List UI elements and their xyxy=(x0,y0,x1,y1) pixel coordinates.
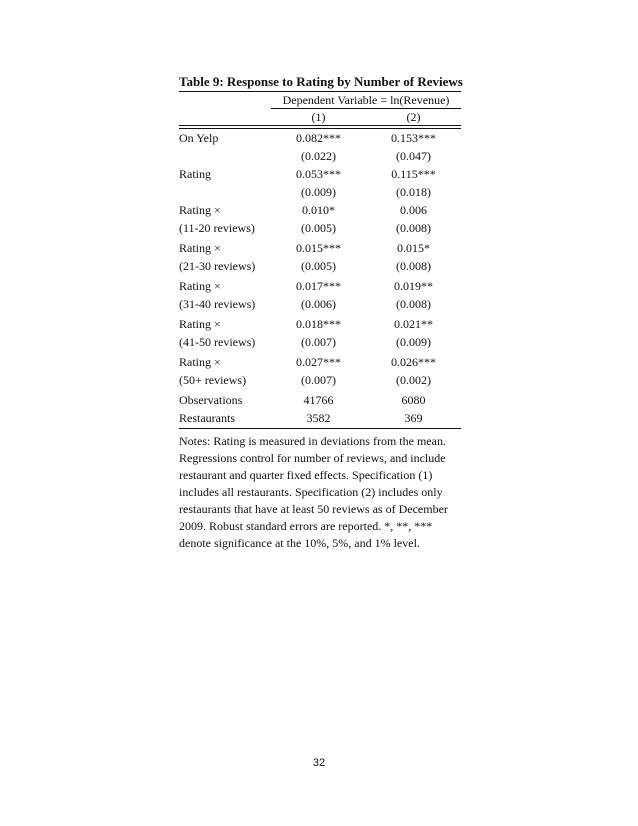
row-label: On Yelp xyxy=(179,131,219,145)
row-label xyxy=(179,147,271,165)
cell-col1: (0.005) xyxy=(301,221,336,235)
row-label: Restaurants xyxy=(179,411,235,425)
row-label: (31-40 reviews) xyxy=(179,297,256,311)
cell-col2: 0.006 xyxy=(400,203,427,217)
cell-col1: (0.006) xyxy=(301,297,336,311)
table-row xyxy=(179,351,461,371)
cell-col2: 0.153*** xyxy=(391,131,436,145)
row-label: Rating × xyxy=(179,279,221,293)
cell-col1: (0.007) xyxy=(301,373,336,387)
cell-col2: 369 xyxy=(404,411,423,425)
column-header-1: (1) xyxy=(311,110,326,124)
cell-col2: 6080 xyxy=(401,393,426,407)
table-row xyxy=(179,389,461,409)
cell-col2: 0.115*** xyxy=(391,167,436,181)
row-label xyxy=(179,183,271,201)
table-row xyxy=(179,201,461,219)
cell-col1: 0.027*** xyxy=(296,355,341,369)
table-row xyxy=(179,275,461,295)
table-row xyxy=(179,129,461,147)
table-row xyxy=(179,371,461,389)
cell-col2: 0.019** xyxy=(394,279,433,293)
table-row xyxy=(179,409,461,427)
cell-col1: 41766 xyxy=(303,393,334,407)
cell-col1: (0.005) xyxy=(301,259,336,273)
cell-col2: 0.015* xyxy=(397,241,430,255)
column-headers xyxy=(179,109,461,125)
table-title: Table 9: Response to Rating by Number of Reviews xyxy=(179,74,463,89)
table-row xyxy=(179,147,461,165)
cell-col2: (0.008) xyxy=(396,297,431,311)
cell-col1: (0.007) xyxy=(301,335,336,349)
cell-col1: 0.082*** xyxy=(296,131,341,145)
column-header-2: (2) xyxy=(406,110,421,124)
row-label: (11-20 reviews) xyxy=(179,221,255,235)
cell-col1: 0.017*** xyxy=(296,279,341,293)
cell-col2: 0.021** xyxy=(394,317,433,331)
row-label: Rating × xyxy=(179,355,221,369)
bottom-rule xyxy=(179,428,461,429)
table-row xyxy=(179,219,461,237)
row-label: Rating × xyxy=(179,241,221,255)
dependent-variable-header: Dependent Variable = ln(Revenue) xyxy=(282,93,450,107)
table-row xyxy=(179,237,461,257)
row-label: (41-50 reviews) xyxy=(179,335,256,349)
cell-col2: (0.009) xyxy=(396,335,431,349)
table-row xyxy=(179,165,461,183)
row-label: Rating × xyxy=(179,317,221,331)
cell-col2: 0.026*** xyxy=(391,355,436,369)
cell-col1: (0.009) xyxy=(301,185,336,199)
page-number: 32 xyxy=(312,757,326,769)
row-label: (50+ reviews) xyxy=(179,373,247,387)
row-label: Rating xyxy=(179,167,211,181)
cell-col1: 3582 xyxy=(306,411,331,425)
row-label: Observations xyxy=(179,393,243,407)
cell-col1: 0.010* xyxy=(302,203,335,217)
row-label: Rating × xyxy=(179,203,221,217)
cell-col2: (0.002) xyxy=(396,373,431,387)
table-row xyxy=(179,257,461,275)
cell-col1: 0.015*** xyxy=(296,241,341,255)
cell-col1: 0.018*** xyxy=(296,317,341,331)
cell-col1: (0.022) xyxy=(301,149,336,163)
table-notes xyxy=(179,433,461,552)
results-table xyxy=(179,129,461,427)
table-row xyxy=(179,313,461,333)
cell-col2: (0.008) xyxy=(396,221,431,235)
cell-col1: 0.053*** xyxy=(296,167,341,181)
cell-col2: (0.047) xyxy=(396,149,431,163)
notes-text: Notes: Rating is measured in deviations from the mean. Regressions control for number of reviews, and include restaurant and quarter fixed effects. Specification (1) includes all restaurants. Specification (2) includes only restaurants that have at least 50 reviews as of December 2009. Robust standard errors are reported. *, **, *** denote significance at the 10%, 5%, and 1% level. xyxy=(179,434,448,550)
regression-table xyxy=(179,74,461,552)
table-row xyxy=(179,333,461,351)
table-row xyxy=(179,183,461,201)
row-label: (21-30 reviews) xyxy=(179,259,256,273)
cell-col2: (0.018) xyxy=(396,185,431,199)
cell-col2: (0.008) xyxy=(396,259,431,273)
table-row xyxy=(179,295,461,313)
